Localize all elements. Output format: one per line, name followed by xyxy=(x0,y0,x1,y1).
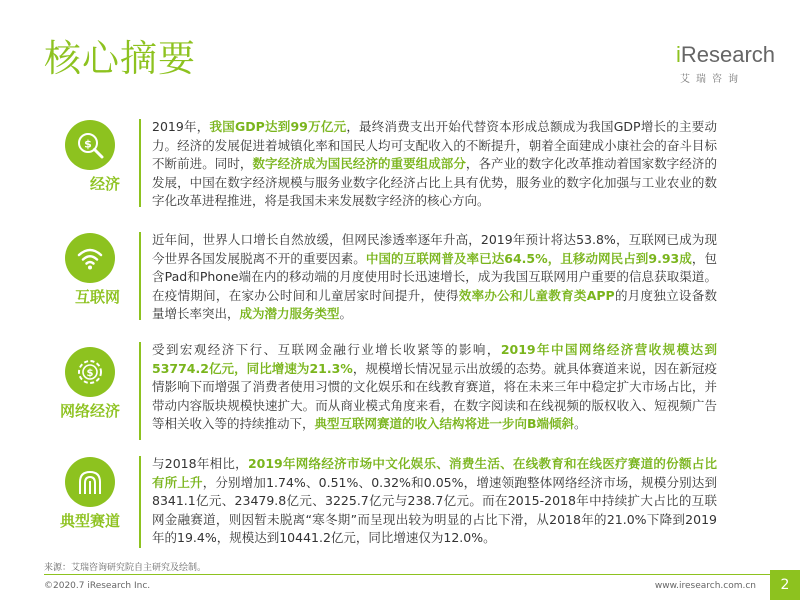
highlight-text: 我国GDP达到99万亿元 xyxy=(209,119,347,134)
divider-line xyxy=(139,119,141,207)
network-economy-badge xyxy=(60,347,120,421)
footer-divider xyxy=(44,574,770,575)
copyright: ©2020.7 iResearch Inc. xyxy=(44,581,151,591)
highlight-text: 2019年网络经济市场中文化娱乐、消费生活、在线教育和在线医疗赛道的份额占比有所上升 xyxy=(152,456,718,490)
section-label: 互联网 xyxy=(74,288,120,306)
divider-line xyxy=(139,456,141,548)
section-internet xyxy=(0,228,800,323)
section-network-economy xyxy=(0,338,800,443)
text-run: ，分别增加1.74%、0.51%、0.32%和0.05%，增速领跑整体网络经济市场，规模分别达到8341.1亿元、23479.8亿元、3225.7亿元与238.7亿元。而在2015-2018年中持续扩大占比的互联网金融赛道，则因暂未脱离“寒冬期”而呈现出较为明显的占比下滑，从2018年的21.0%下降到2019年的19.4%，规模达到10441.2亿元，同比增速仅为12.0%。 xyxy=(152,474,717,545)
logo-research: Research xyxy=(680,42,776,67)
highlight-text: 效率办公和儿童教育类APP xyxy=(458,287,615,303)
source-note: 来源：艾瑞咨询研究院自主研究及绘制。 xyxy=(44,563,207,573)
track-icon xyxy=(65,457,115,507)
text-run: 与2018年相比， xyxy=(152,456,248,471)
text-run: 。 xyxy=(574,416,587,431)
iresearch-logo xyxy=(676,42,776,85)
text-run: 近年间，世界人口增长自然放缓，但网民渗透率逐年升高，2019年预计将达53.8%，互联网已成为现今世界各国发展脱离不开的重要因素。 xyxy=(152,232,717,266)
section-text xyxy=(152,118,717,211)
section-text xyxy=(152,341,717,434)
wifi-icon xyxy=(65,233,115,283)
section-text xyxy=(152,231,717,324)
highlight-text: 典型互联网赛道的收入结构将进一步向B端倾斜 xyxy=(314,416,575,431)
section-economy xyxy=(0,115,800,210)
highlight-text: 中国的互联网普及率已达64.5%，且移动网民占到9.93成 xyxy=(365,250,692,266)
economy-badge xyxy=(60,120,120,194)
svg-text:$: $ xyxy=(86,368,94,379)
text-run: 。 xyxy=(339,306,353,321)
text-run: ，各产业的数字化改革推动着国家数字经济的发展，中国在数字经济规模与服务业数字化经济占比上具有优势，服务业的数字化加强与工业农业的数字化改革进程推进，将是我国未来发展数字经济的核心方向。 xyxy=(152,156,717,208)
internet-badge xyxy=(60,233,120,307)
logo-subtitle: 艾瑞咨询 xyxy=(680,74,744,85)
section-typical-tracks xyxy=(0,452,800,552)
logo-i: i xyxy=(676,42,681,67)
text-run: 受到宏观经济下行、互联网金融行业增长收紧等的影响， xyxy=(152,342,501,357)
section-label: 典型赛道 xyxy=(59,512,121,530)
text-run: 2019年， xyxy=(152,119,210,134)
text-run: 的月度独立设备数量增长率突出， xyxy=(152,287,717,321)
text-run: ，包含Pad和Phone端在内的移动端的月度使用时长迅速增长，成为我国互联网用户重要的信息获取渠道。在疫情期间，在家办公时间和儿童居家时间提升，使得 xyxy=(152,250,717,303)
text-run: ，最终消费支出开始代替资本形成总额成为我国GDP增长的主要动力。经济的发展促进着城镇化率和国民人均可支配收入的不断提升，朝着全面建成小康社会的奋斗目标不断前进。同时， xyxy=(152,119,717,171)
highlight-text: 成为潜力服务类型 xyxy=(239,306,340,321)
page-title: 核心摘要 xyxy=(44,37,196,80)
economy-icon xyxy=(65,120,115,170)
svg-text:$: $ xyxy=(84,137,92,151)
network-economy-icon xyxy=(65,347,115,397)
typical-track-badge xyxy=(60,457,120,531)
logo-wordmark xyxy=(676,42,776,67)
section-label: 网络经济 xyxy=(59,402,121,420)
highlight-text: 数字经济成为国民经济的重要组成部分 xyxy=(252,156,466,171)
text-run: ，规模增长情况显示出放缓的态势。就具体赛道来说，因在新冠疫情影响下而增强了消费者使用习惯的文化娱乐和在线教育赛道，将在未来三年中稳定扩大市场占比，并带动内容版块规模快速扩大。而从商业模式角度来看，在数字阅读和在线视频的版权收入、短视频广告等相关收入等的持续推动下， xyxy=(152,360,717,431)
website-link[interactable]: www.iresearch.com.cn xyxy=(654,581,756,591)
divider-line xyxy=(139,342,141,440)
section-text xyxy=(152,455,717,548)
divider-line xyxy=(139,232,141,320)
section-label: 经济 xyxy=(89,175,120,193)
highlight-text: 2019年中国网络经济营收规模达到53774.2亿元，同比增速为21.3% xyxy=(152,342,717,376)
page-number: 2 xyxy=(770,570,800,600)
